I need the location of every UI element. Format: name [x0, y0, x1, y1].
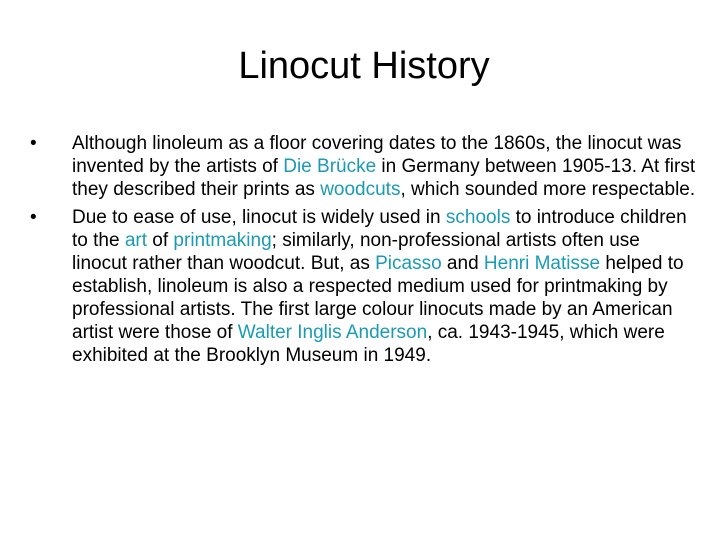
- bullet-marker: •: [30, 133, 37, 154]
- bullet-item: [30, 132, 700, 201]
- text-segment: Due to ease of use, linocut is widely used in: [72, 207, 446, 228]
- link-art[interactable]: art: [124, 230, 148, 251]
- link-picasso[interactable]: Picasso: [375, 253, 442, 274]
- bullet-list: [30, 132, 700, 372]
- text-segment: and: [441, 253, 484, 274]
- text-segment: in Germany between 1905-13. At first they described their prints as: [72, 156, 696, 200]
- text-segment: to introduce children to the: [72, 207, 687, 251]
- bullet-item: [30, 206, 700, 367]
- link-woodcuts[interactable]: woodcuts: [320, 179, 401, 200]
- link-henri-matisse[interactable]: Henri Matisse: [483, 253, 601, 274]
- bullet-marker: •: [30, 207, 37, 228]
- link-schools[interactable]: schools: [445, 207, 511, 228]
- slide-title: Linocut History: [238, 45, 490, 87]
- text-segment: Although linoleum as a floor covering dates to the 1860s, the linocut was invented by the artists of: [72, 133, 682, 177]
- text-segment: helped to establish, linoleum is also a respected medium used for printmaking by professional artists. The first large colour linocuts made by an American artist were those of: [72, 253, 684, 343]
- text-segment: ; similarly, non-professional artists often use linocut rather than woodcut. But, as: [72, 230, 640, 274]
- text-segment: , ca. 1943-1945, which were exhibited at the Brooklyn Museum in 1949.: [72, 322, 665, 366]
- link-die-brucke[interactable]: Die Brücke: [283, 156, 377, 177]
- link-walter-inglis-anderson[interactable]: Walter Inglis Anderson: [237, 322, 428, 343]
- link-printmaking[interactable]: printmaking: [173, 230, 272, 251]
- text-segment: of: [147, 230, 174, 251]
- text-segment: , which sounded more respectable.: [400, 179, 696, 200]
